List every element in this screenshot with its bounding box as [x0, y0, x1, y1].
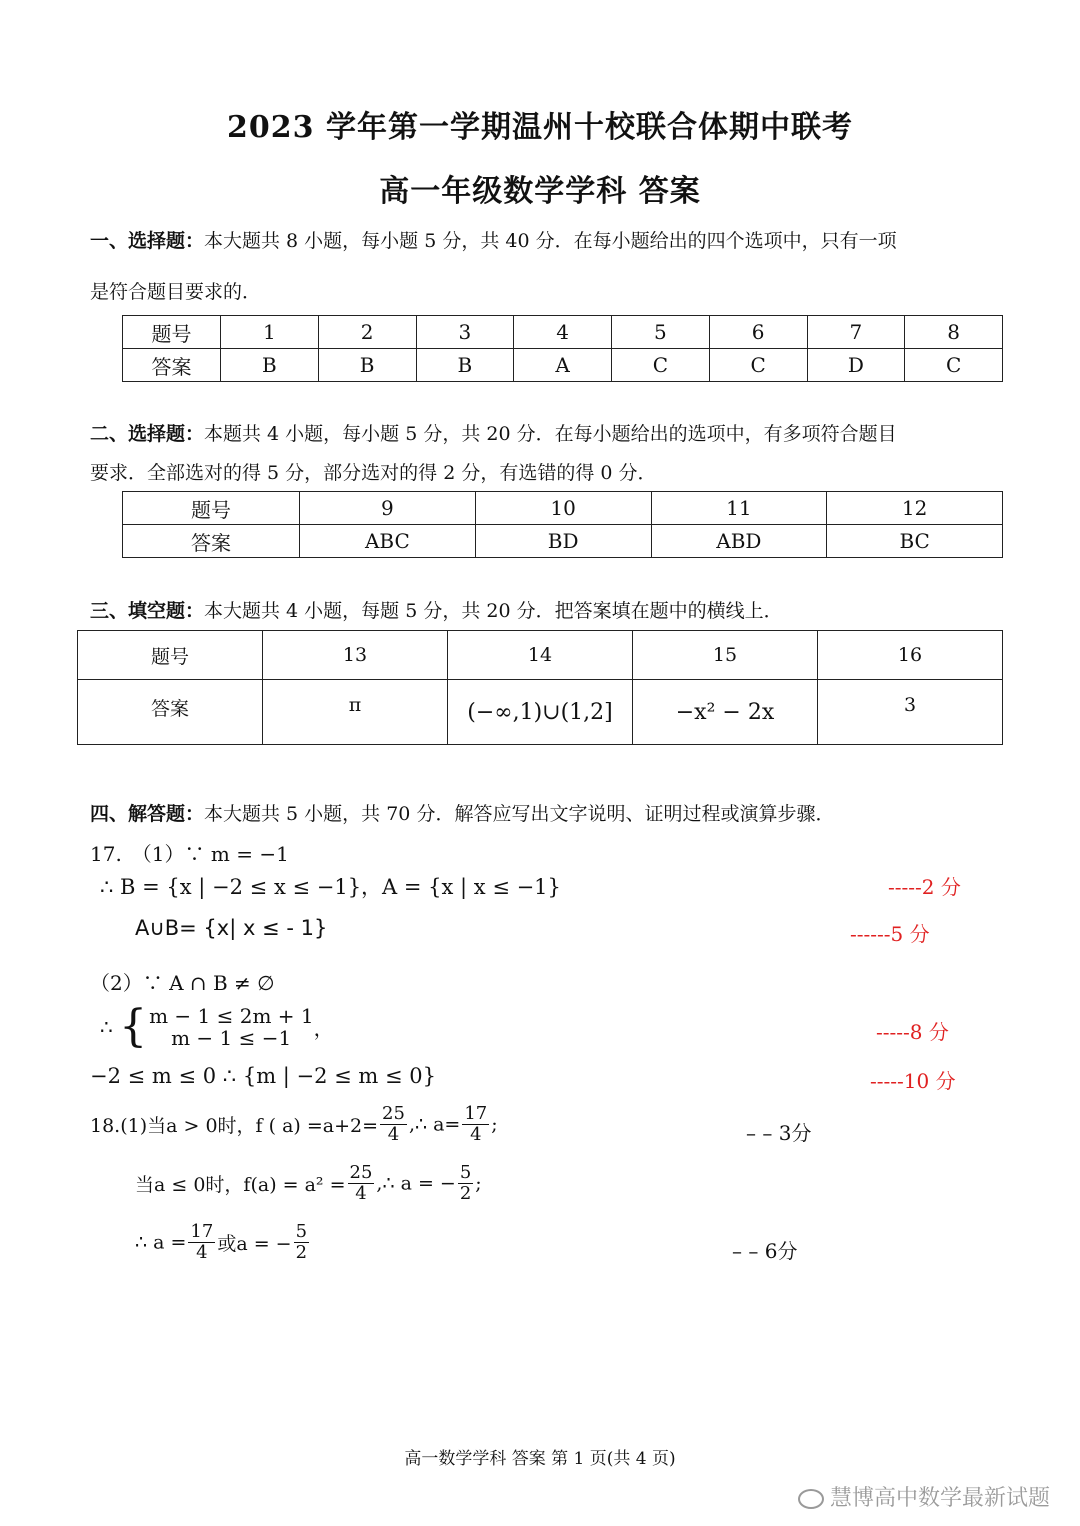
case-system: [149, 1005, 314, 1049]
section4-text: 本大题共 5 小题，共 70 分．解答应写出文字说明、证明过程或演算步骤．: [204, 803, 835, 825]
section1-intro: [90, 229, 897, 253]
table-cell: 11: [651, 492, 827, 525]
table-row-label: 答案: [123, 525, 300, 558]
watermark-text: 慧博高中数学最新试题: [829, 1486, 1050, 1511]
fraction-den: 4: [355, 1183, 367, 1204]
section1-text-2: 是符合题目要求的．: [90, 281, 262, 303]
case-1: m − 1 ≤ 2m + 1: [149, 1004, 314, 1028]
fraction-den: 4: [196, 1242, 208, 1263]
section3-answer-table: [77, 630, 1003, 745]
fraction-num: 5: [459, 1162, 472, 1183]
q18-text: ,∴ a=: [408, 1113, 461, 1136]
q17-line-5: [100, 1001, 334, 1052]
score-mark: ------5 分: [850, 922, 930, 946]
fraction-den: 2: [295, 1242, 308, 1263]
table-cell: π: [263, 680, 448, 745]
section2-answer-table: [122, 491, 1003, 558]
table-cell: BC: [827, 525, 1003, 558]
fraction-num: 5: [295, 1221, 308, 1242]
table-row-label: 题号: [123, 492, 300, 525]
score-mark: – – 6分: [732, 1239, 798, 1263]
fraction: [188, 1222, 215, 1263]
fraction: [462, 1104, 489, 1145]
section1-text: 本大题共 8 小题，每小题 5 分，共 40 分．在每小题给出的四个选项中，只有一项: [204, 230, 897, 252]
table-cell: 15: [633, 631, 818, 680]
fraction-den: 4: [387, 1124, 400, 1145]
section2-text: 本题共 4 小题，每小题 5 分，共 20 分．在每小题给出的选项中，有多项符合题目: [204, 423, 897, 445]
table-cell: 13: [263, 631, 448, 680]
section1-heading: 一、选择题：: [90, 230, 205, 252]
table-cell: D: [807, 349, 905, 382]
table-cell: 3: [818, 680, 1003, 745]
fraction-num: 17: [464, 1103, 488, 1124]
section1-answer-table: [122, 315, 1003, 382]
fraction-num: 25: [382, 1103, 405, 1124]
section3-text: 本大题共 4 小题，每题 5 分，共 20 分．把答案填在题中的横线上．: [204, 600, 783, 622]
wechat-icon: [798, 1489, 824, 1509]
table-row-label: 题号: [123, 316, 221, 349]
q17-line-4: （2）∵ A ∩ B ≠ ∅: [90, 971, 275, 995]
table-cell: C: [905, 349, 1003, 382]
watermark: [798, 1481, 1050, 1512]
fraction: [348, 1163, 375, 1204]
q18-text: ∴ a =: [135, 1231, 187, 1254]
brace-icon: {: [119, 1001, 148, 1052]
table-cell: A: [514, 349, 612, 382]
comma: ，: [313, 1016, 334, 1041]
fraction: [458, 1163, 473, 1204]
table-cell: BD: [475, 525, 651, 558]
section4-intro: [90, 802, 834, 826]
score-mark: -----2 分: [888, 875, 961, 899]
table-row-label: 答案: [123, 349, 221, 382]
table-cell: 6: [709, 316, 807, 349]
case-2: m − 1 ≤ −1: [171, 1026, 292, 1050]
table-cell: 1: [221, 316, 319, 349]
table-cell: B: [416, 349, 514, 382]
fraction: [380, 1104, 407, 1145]
table-cell: 8: [905, 316, 1003, 349]
q18-line-3: [135, 1222, 311, 1263]
score-mark: – – 3分: [746, 1121, 812, 1145]
fraction-num: 25: [349, 1162, 373, 1183]
section2-text-2: 要求．全部选对的得 5 分，部分选对的得 2 分，有选错的得 0 分．: [90, 462, 657, 484]
fraction: [294, 1222, 309, 1263]
page-footer: 高一数学学科 答案 第 1 页(共 4 页): [404, 1449, 676, 1469]
table-cell: ABC: [300, 525, 476, 558]
q18-text: 或a = −: [217, 1233, 292, 1255]
fraction-den: 2: [459, 1183, 472, 1204]
q18-text: 当a ≤ 0时，f(a) = a² =: [135, 1174, 346, 1196]
table-cell: C: [612, 349, 710, 382]
table-row-label: 答案: [78, 680, 263, 745]
q17-line-3: A∪B= {x| x ≤ - 1}: [135, 916, 328, 940]
q18-text: ;: [491, 1113, 498, 1136]
table-cell: C: [709, 349, 807, 382]
section4-heading: 四、解答题：: [90, 803, 205, 825]
table-cell: 5: [612, 316, 710, 349]
fraction-den: 4: [470, 1124, 482, 1145]
table-cell: 9: [300, 492, 476, 525]
table-cell: 14: [448, 631, 633, 680]
table-cell: 10: [475, 492, 651, 525]
q18-line-2: [135, 1163, 482, 1204]
section3-heading: 三、填空题：: [90, 600, 205, 622]
table-cell: ABD: [651, 525, 827, 558]
q17-line-2: ∴ B = {x | −2 ≤ x ≤ −1}，A = {x | x ≤ −1}: [100, 875, 561, 899]
q18-text: 18.(1)当a > 0时，f ( a) =a+2=: [90, 1115, 379, 1137]
table-cell: −x² − 2x: [633, 680, 818, 745]
page-title: 2023 学年第一学期温州十校联合体期中联考: [227, 110, 853, 145]
q17-line-6: −2 ≤ m ≤ 0 ∴ {m | −2 ≤ m ≤ 0}: [90, 1064, 437, 1088]
therefore-symbol: ∴: [100, 1015, 113, 1039]
table-cell: 3: [416, 316, 514, 349]
fraction-num: 17: [190, 1221, 214, 1242]
section3-intro: [90, 599, 783, 623]
table-row-label: 题号: [78, 631, 263, 680]
table-cell: 4: [514, 316, 612, 349]
table-cell: B: [221, 349, 319, 382]
q18-text: ;: [475, 1172, 482, 1195]
table-cell: 7: [807, 316, 905, 349]
score-mark: -----8 分: [876, 1020, 949, 1044]
q18-text: ,∴ a = −: [376, 1172, 456, 1195]
table-cell: B: [318, 349, 416, 382]
page-subtitle: 高一年级数学学科 答案: [379, 174, 701, 209]
section2-intro: [90, 422, 897, 446]
table-cell: 2: [318, 316, 416, 349]
q18-line-1: [90, 1104, 498, 1145]
section2-heading: 二、选择题：: [90, 423, 205, 445]
score-mark: -----10 分: [870, 1069, 956, 1093]
table-cell: 12: [827, 492, 1003, 525]
q17-line-1: 17. （1）∵ m = −1: [90, 842, 289, 866]
table-cell: (−∞,1)∪(1,2]: [448, 680, 633, 745]
table-cell: 16: [818, 631, 1003, 680]
